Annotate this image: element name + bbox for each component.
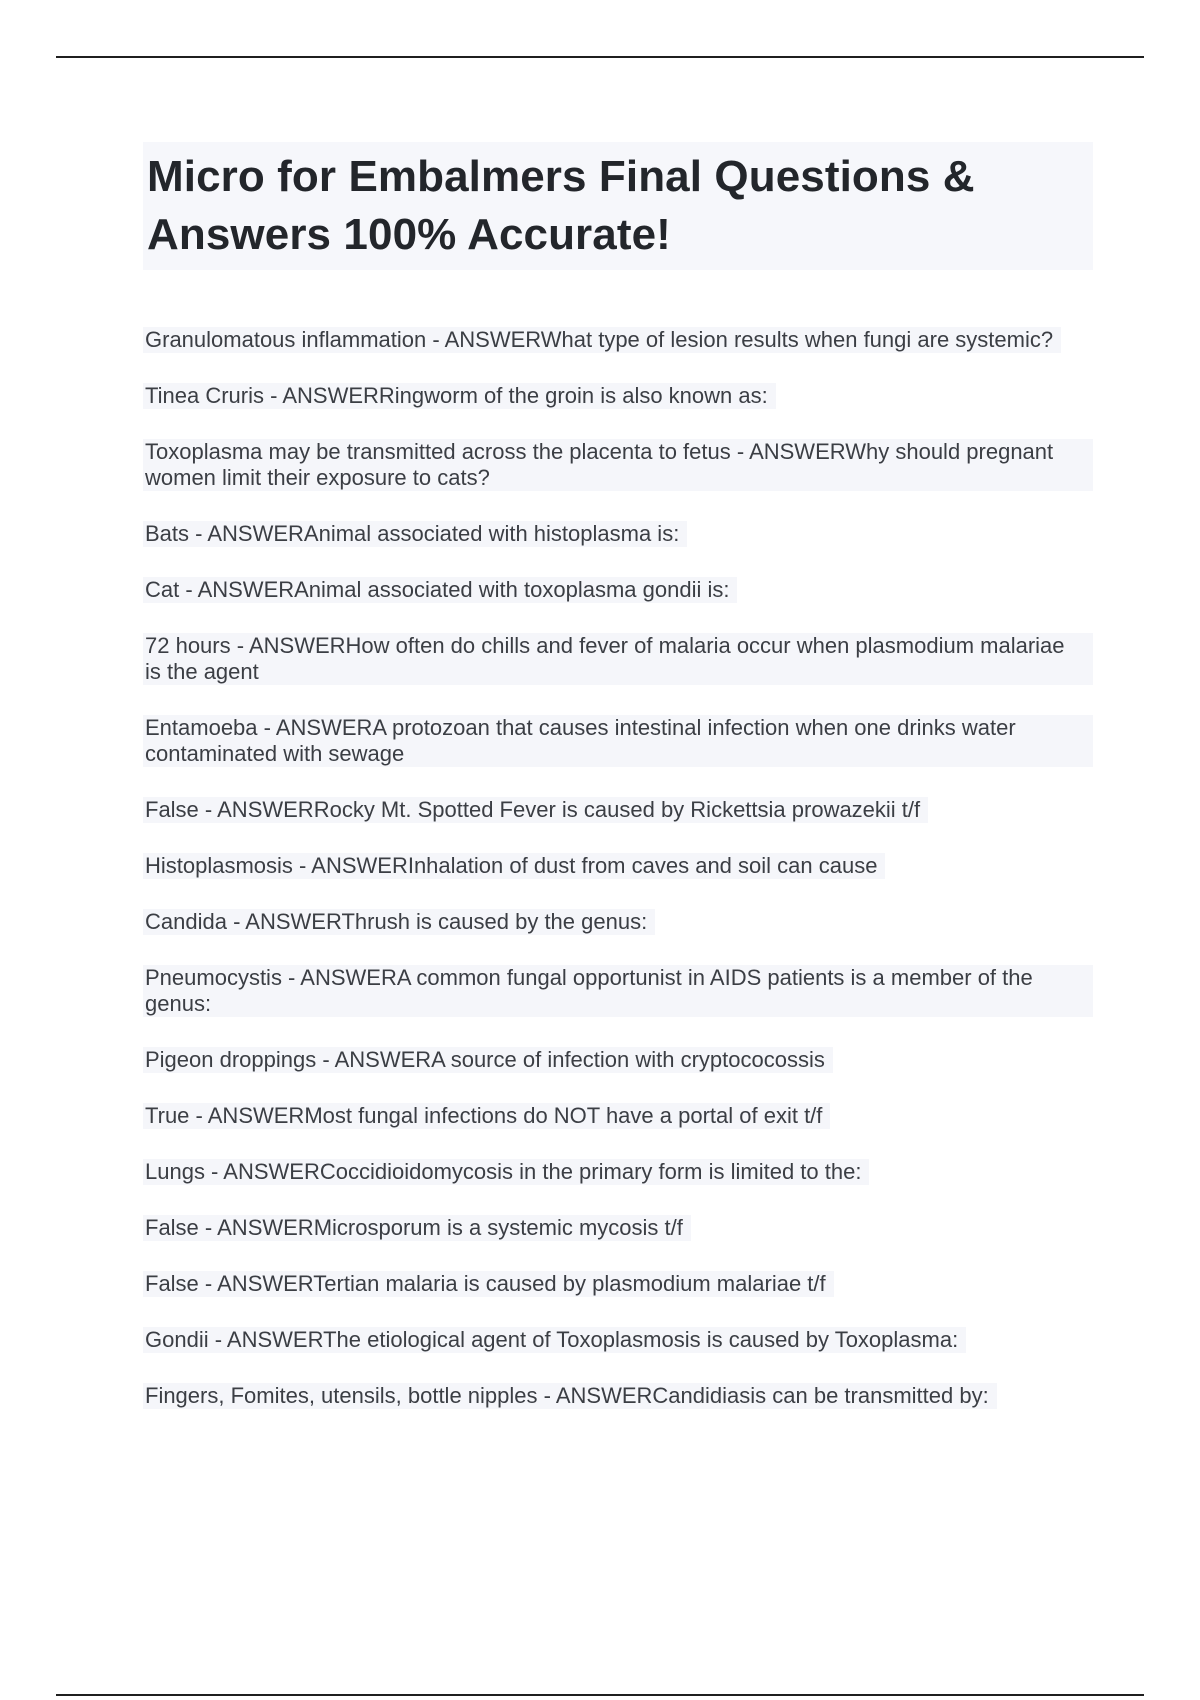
bottom-divider <box>56 1694 1144 1696</box>
qa-item: Gondii - ANSWERThe etiological agent of Toxoplasmosis is caused by Toxoplasma: <box>143 1327 966 1353</box>
qa-item: Tinea Cruris - ANSWERRingworm of the groin is also known as: <box>143 383 776 409</box>
qa-item: Entamoeba - ANSWERA protozoan that causes intestinal infection when one drinks water contaminated with sewage <box>143 715 1093 767</box>
qa-item: Lungs - ANSWERCoccidioidomycosis in the primary form is limited to the: <box>143 1159 869 1185</box>
qa-item: False - ANSWERRocky Mt. Spotted Fever is caused by Rickettsia prowazekii t/f <box>143 797 928 823</box>
qa-item: Fingers, Fomites, utensils, bottle nipples - ANSWERCandidiasis can be transmitted by: <box>143 1383 997 1409</box>
qa-list <box>143 327 1093 1439</box>
qa-item: True - ANSWERMost fungal infections do NOT have a portal of exit t/f <box>143 1103 830 1129</box>
qa-item: Pneumocystis - ANSWERA common fungal opportunist in AIDS patients is a member of the genus: <box>143 965 1093 1017</box>
qa-item: 72 hours - ANSWERHow often do chills and fever of malaria occur when plasmodium malariae is the agent <box>143 633 1093 685</box>
qa-item: Cat - ANSWERAnimal associated with toxoplasma gondii is: <box>143 577 737 603</box>
document-body <box>143 142 1093 1439</box>
qa-item: False - ANSWERTertian malaria is caused by plasmodium malariae t/f <box>143 1271 834 1297</box>
qa-item: Bats - ANSWERAnimal associated with histoplasma is: <box>143 521 687 547</box>
qa-item: Candida - ANSWERThrush is caused by the genus: <box>143 909 655 935</box>
qa-item: Granulomatous inflammation - ANSWERWhat type of lesion results when fungi are systemic? <box>143 327 1061 353</box>
qa-item: Histoplasmosis - ANSWERInhalation of dust from caves and soil can cause <box>143 853 885 879</box>
top-divider <box>56 56 1144 58</box>
qa-item: Pigeon droppings - ANSWERA source of infection with cryptococossis <box>143 1047 833 1073</box>
document-title: Micro for Embalmers Final Questions & Answers 100% Accurate! <box>143 142 1093 270</box>
qa-item: Toxoplasma may be transmitted across the placenta to fetus - ANSWERWhy should pregnant women limit their exposure to cats? <box>143 439 1093 491</box>
qa-item: False - ANSWERMicrosporum is a systemic mycosis t/f <box>143 1215 691 1241</box>
